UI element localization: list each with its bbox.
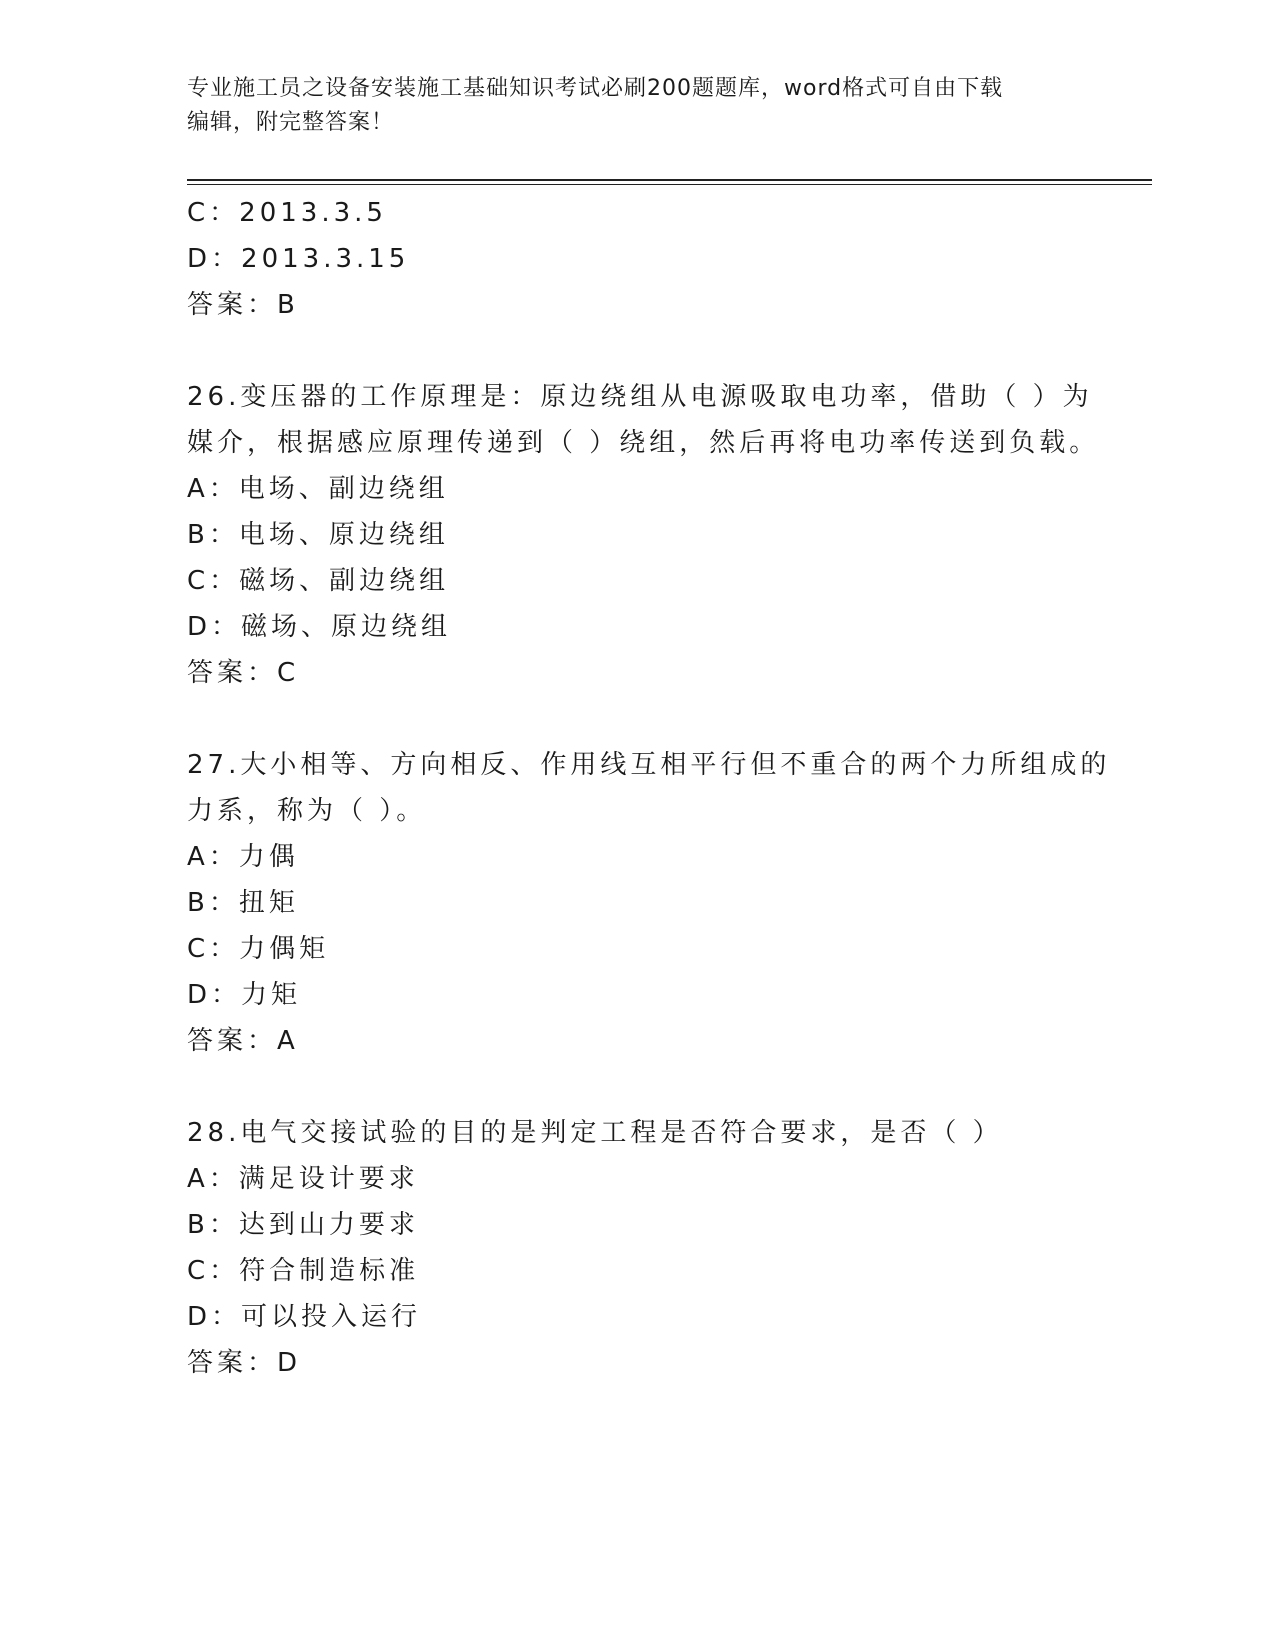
option-b: B：电场、原边绕组 [187,520,449,550]
spacer [187,1064,1087,1110]
option-c: C：符合制造标准 [187,1256,420,1286]
question-list [187,190,1111,1386]
question-stem-line-1: 27.大小相等、方向相反、作用线互相平行但不重合的两个力所组成的 [187,750,1111,780]
header-title-line-1: 专业施工员之设备安装施工基础知识考试必刷200题题库，word格式可自由下载 [187,76,1004,101]
question-stem-line-1: 28.电气交接试验的目的是判定工程是否符合要求，是否（ ） [187,1118,1003,1148]
question-stem-line-2: 媒介，根据感应原理传递到（ ）绕组，然后再将电功率传送到负载。 [187,428,1100,458]
option-b: B：扭矩 [187,888,299,918]
option-d: D：可以投入运行 [187,1302,422,1332]
option-c: C：力偶矩 [187,934,330,964]
answer: 答案：A [187,1026,299,1056]
option-a: A：力偶 [187,842,299,872]
option-c: C：2013.3.5 [187,198,387,228]
question-stem-line-1: 26.变压器的工作原理是：原边绕组从电源吸取电功率，借助（ ）为 [187,382,1093,412]
document-header [187,72,1067,140]
header-divider-thin [187,184,1152,185]
option-d: D：2013.3.15 [187,244,410,274]
option-a: A：满足设计要求 [187,1164,419,1194]
option-a: A：电场、副边绕组 [187,474,449,504]
option-d: D：磁场、原边绕组 [187,612,452,642]
spacer [187,696,1087,742]
header-divider-thick [187,179,1152,181]
spacer [187,328,1087,374]
answer: 答案：B [187,290,299,320]
option-c: C：磁场、副边绕组 [187,566,450,596]
header-title-line-2: 编辑，附完整答案！ [187,110,395,135]
question-stem-line-2: 力系，称为（ ）。 [187,796,427,826]
question-25-continued [187,190,1087,328]
question-27 [187,742,1111,1064]
answer: 答案：C [187,658,300,688]
question-28 [187,1110,1087,1386]
option-d: D：力矩 [187,980,302,1010]
answer: 答案：D [187,1348,302,1378]
option-b: B：达到山力要求 [187,1210,419,1240]
question-26 [187,374,1100,696]
